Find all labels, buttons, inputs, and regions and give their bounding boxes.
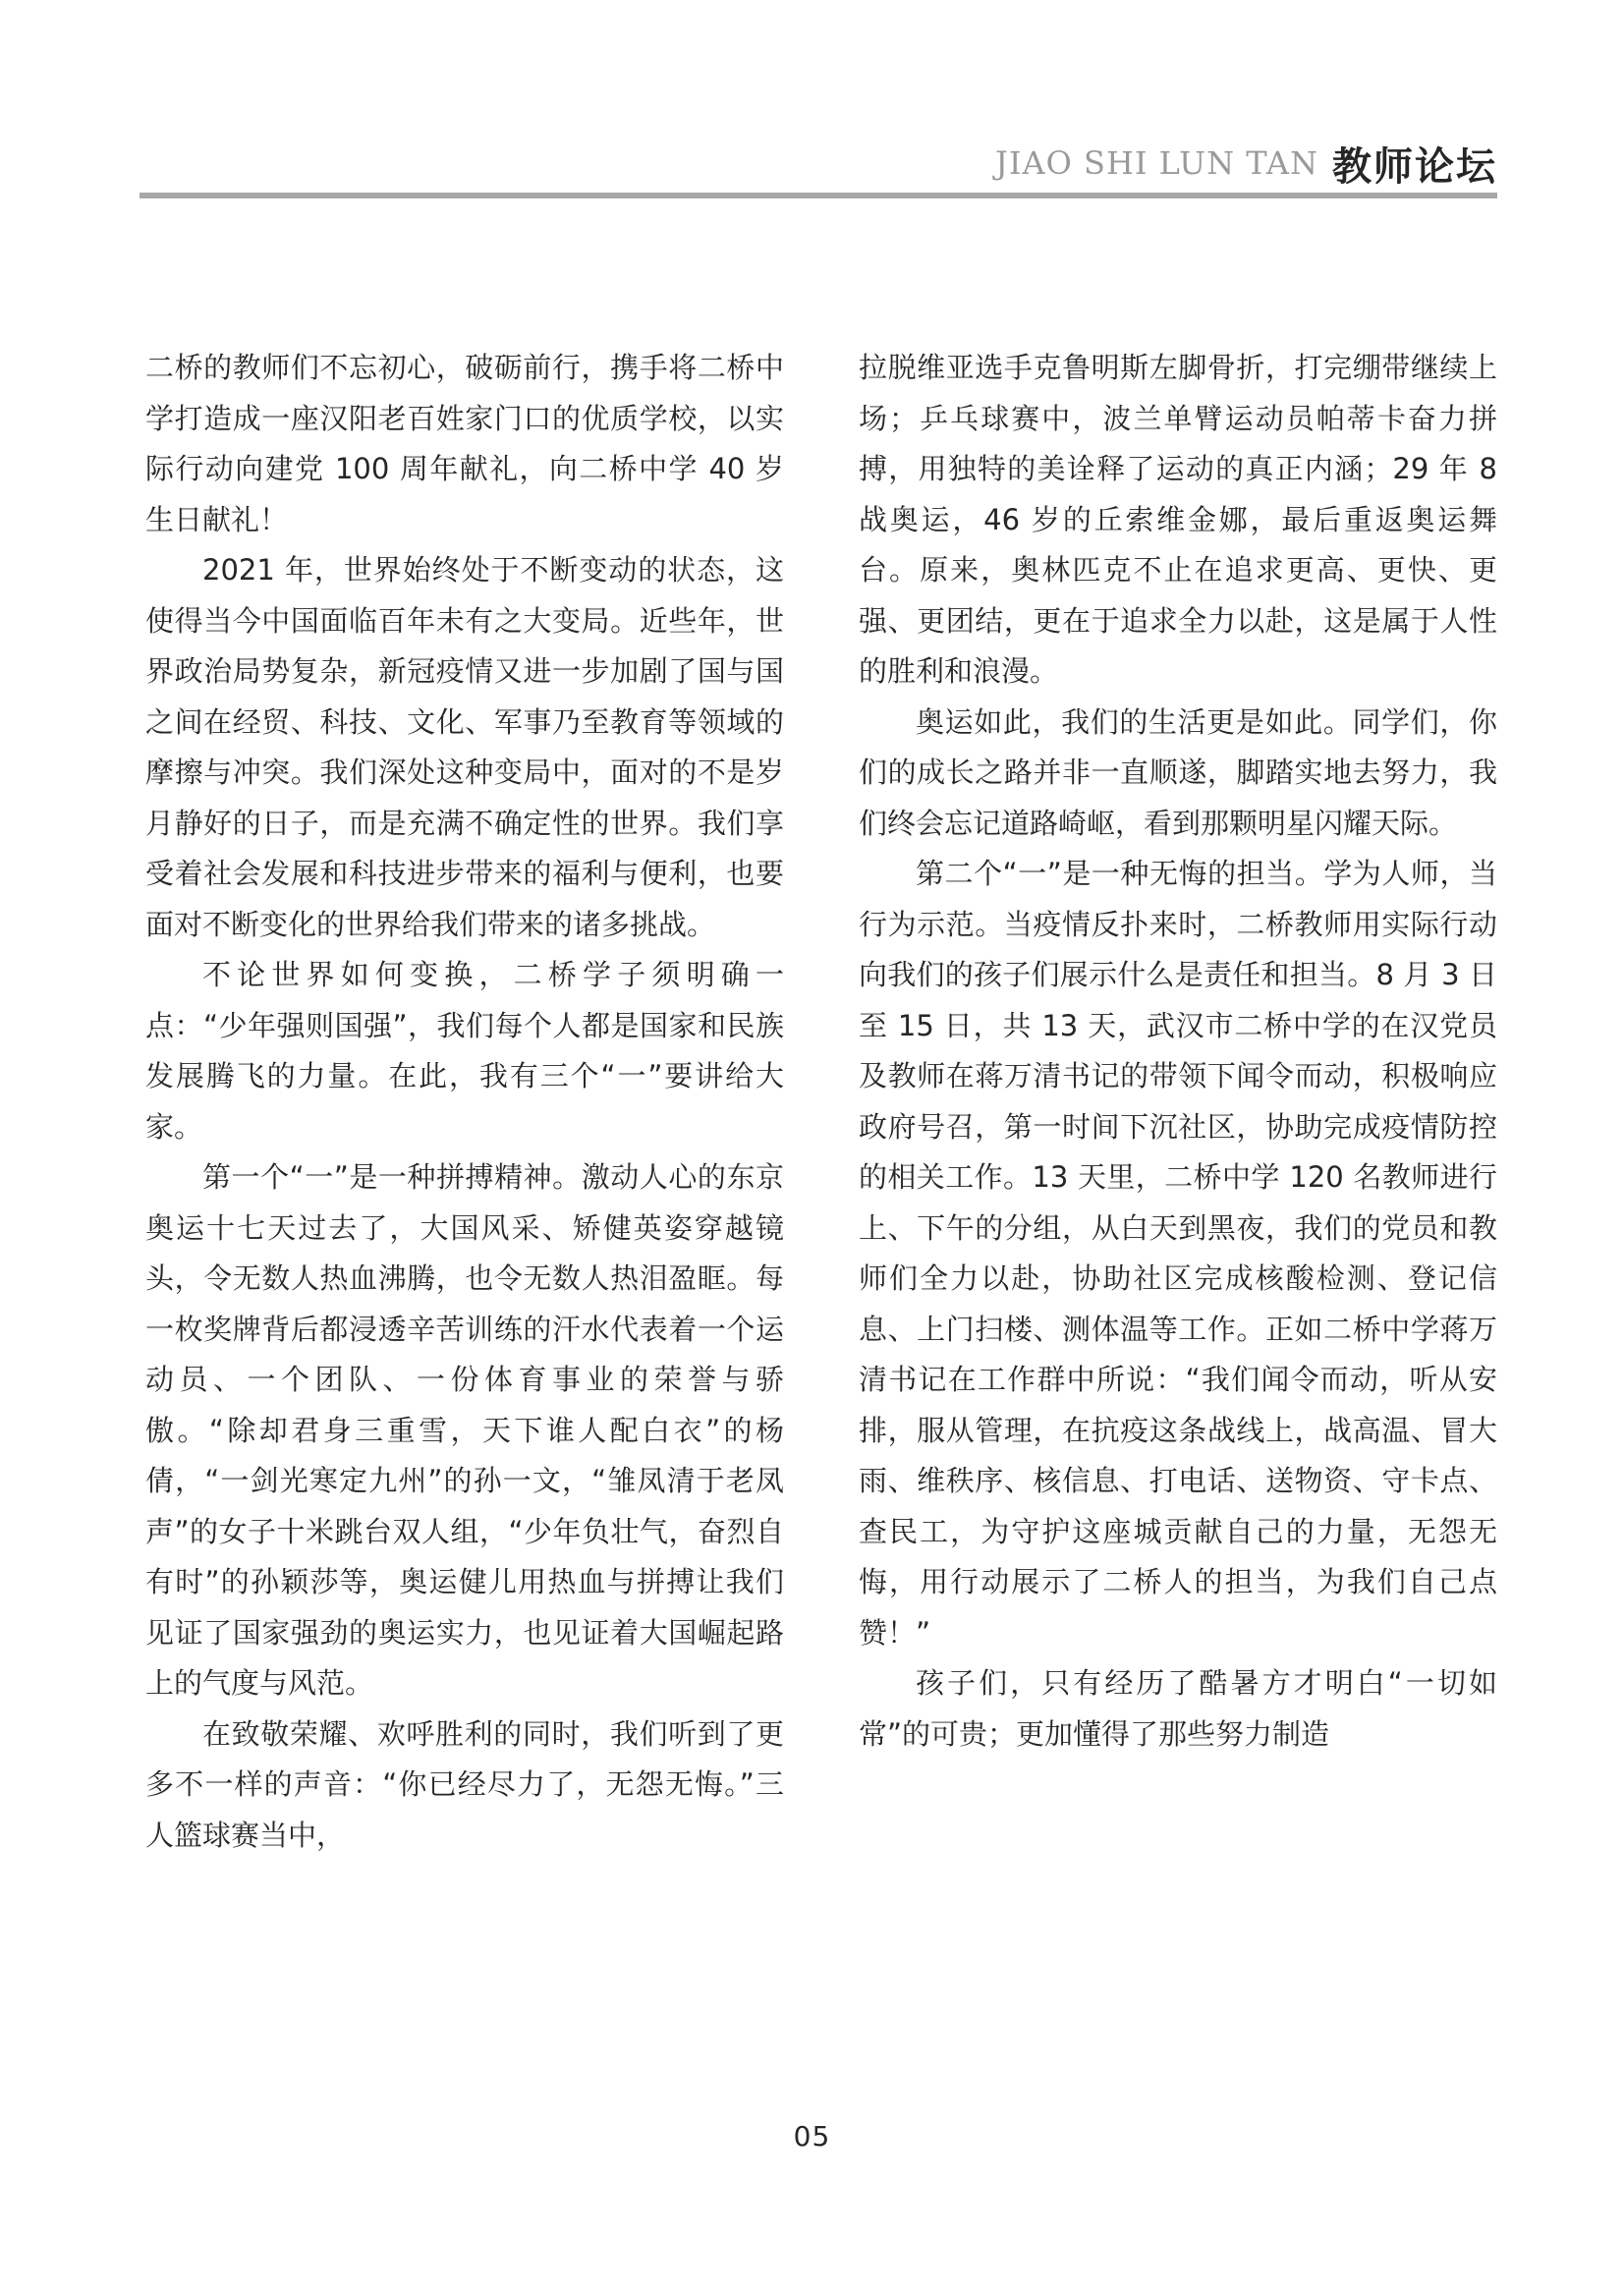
paragraph: 二桥的教师们不忘初心，破砺前行，携手将二桥中学打造成一座汉阳老百姓家门口的优质学校，以实际行动向建党 100 周年献礼，向二桥中学 40 岁生日献礼！ <box>145 351 784 536</box>
page-number: 05 <box>793 2120 831 2153</box>
paragraph: 第一个“一”是一种拼搏精神。激动人心的东京奥运十七天过去了，大国风采、矫健英姿穿越镜头，令无数人热血沸腾，也令无数人热泪盈眶。每一枚奖牌背后都浸透辛苦训练的汗水代表着一个运动员、一个团队、一份体育事业的荣誉与骄傲。“除却君身三重雪，天下谁人配白衣”的杨倩，“一剑光寒定九州”的孙一文，“雏凤清于老凤声”的女子十米跳台双人组，“少年负壮气，奋烈自有时”的孙颖莎等，奥运健儿用热血与拼搏让我们见证了国家强劲的奥运实力，也见证着大国崛起路上的气度与风范。 <box>145 1160 784 1700</box>
header-latin-title: JIAO SHI LUN TAN <box>995 144 1318 182</box>
left-column <box>145 343 784 1861</box>
paragraph: 拉脱维亚选手克鲁明斯左脚骨折，打完绷带继续上场；乒乓球赛中，波兰单臂运动员帕蒂卡奋力拼搏，用独特的美诠释了运动的真正内涵；29 年 8 战奥运，46 岁的丘索维金娜，最后重返奥运舞台。原来，奥林匹克不止在追求更高、更快、更强、更团结，更在于追求全力以赴，这是属于人性的胜利和浪漫。 <box>859 351 1497 688</box>
header-divider <box>140 193 1497 198</box>
paragraph: 奥运如此，我们的生活更是如此。同学们，你们的成长之路并非一直顺遂，脚踏实地去努力，我们终会忘记道路崎岖，看到那颗明星闪耀天际。 <box>859 704 1497 840</box>
paragraph: 第二个“一”是一种无悔的担当。学为人师，当行为示范。当疫情反扑来时，二桥教师用实际行动向我们的孩子们展示什么是责任和担当。8 月 3 日至 15 日，共 13 天，武汉市二桥中学的在汉党员及教师在蒋万清书记的带领下闻令而动，积极响应政府号召，第一时间下沉社区，协助完成疫情防控的相关工作。13 天里，二桥中学 120 名教师进行上、下午的分组，从白天到黑夜，我们的党员和教师们全力以赴，协助社区完成核酸检测、登记信息、上门扫楼、测体温等工作。正如二桥中学蒋万清书记在工作群中所说：“我们闻令而动，听从安排，服从管理，在抗疫这条战线上，战高温、冒大雨、维秩序、核信息、打电话、送物资、守卡点、查民工，为守护这座城贡献自己的力量，无怨无悔，用行动展示了二桥人的担当，为我们自己点赞！” <box>859 857 1497 1650</box>
paragraph: 在致敬荣耀、欢呼胜利的同时，我们听到了更多不一样的声音：“你已经尽力了，无怨无悔。”三人篮球赛当中， <box>145 1716 784 1852</box>
paragraph: 2021 年，世界始终处于不断变动的状态，这使得当今中国面临百年未有之大变局。近些年，世界政治局势复杂，新冠疫情又进一步加剧了国与国之间在经贸、科技、文化、军事乃至教育等领域的摩擦与冲突。我们深处这种变局中，面对的不是岁月静好的日子，而是充满不确定性的世界。我们享受着社会发展和科技进步带来的福利与便利，也要面对不断变化的世界给我们带来的诸多挑战。 <box>145 553 784 941</box>
right-column <box>859 343 1497 1760</box>
paragraph: 孩子们，只有经历了酷暑方才明白“一切如常”的可贵；更加懂得了那些努力制造 <box>859 1666 1497 1751</box>
header-section-title: 教师论坛 <box>1332 142 1497 190</box>
page-header <box>140 136 1497 191</box>
paragraph: 不论世界如何变换，二桥学子须明确一点：“少年强则国强”，我们每个人都是国家和民族发展腾飞的力量。在此，我有三个“一”要讲给大家。 <box>145 958 784 1144</box>
